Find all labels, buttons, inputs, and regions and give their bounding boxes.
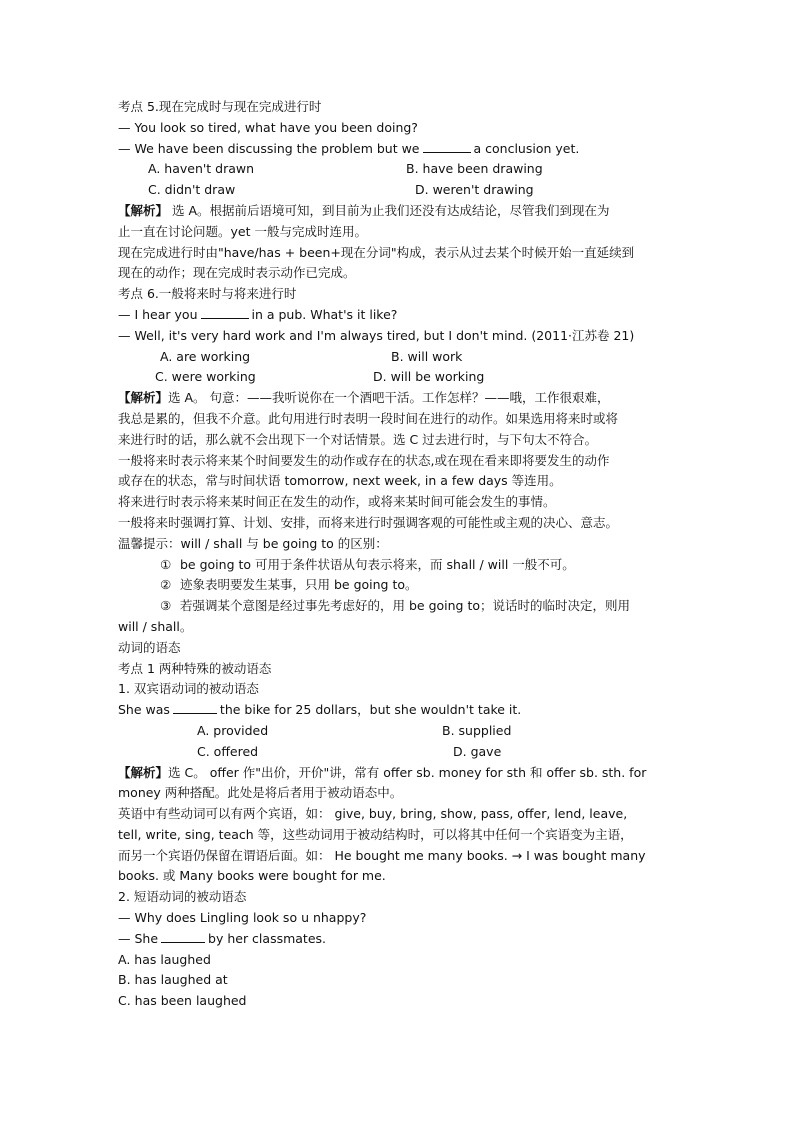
options-row <box>118 742 688 763</box>
analysis-tag: 【解析】 <box>118 202 169 218</box>
option-c: C. were working <box>155 369 256 385</box>
section-heading: 动词的语态 <box>118 639 181 655</box>
option-a: A. provided <box>197 722 269 738</box>
option-d: D. will be working <box>373 369 485 385</box>
section-title: 考点 5.现在完成时与现在完成进行时 <box>118 99 322 114</box>
question-line: She was the bike for 25 dollars，but she wouldn't take it. <box>118 702 522 718</box>
option-c: C. has been laughed <box>118 993 247 1009</box>
section-title: 考点 1 两种特殊的被动语态 <box>118 660 272 676</box>
question-line: — Well, it's very hard work and I'm always tired, but I don't mind. (2011·江苏卷 21) <box>118 327 635 343</box>
question-line: — We have been discussing the problem but we a conclusion yet. <box>118 140 580 156</box>
subsection-title: 2. 短语动词的被动语态 <box>118 889 247 905</box>
answer-blank <box>423 140 471 153</box>
analysis-line: 或存在的状态，常与时间状语 tomorrow, next week, in a few days 等连用。 <box>118 473 562 489</box>
analysis-line: 【解析】选 C。 offer 作"出价，开价"讲，常有 offer sb. money for sth 和 offer sb. sth. for <box>118 764 647 780</box>
options-row <box>118 180 688 201</box>
question-line: — I hear you in a pub. What's it like? <box>118 306 398 322</box>
analysis-line: 现在完成进行时由"have/has + been+现在分词"构成，表示从过去某个时候开始一直延续到 <box>118 244 635 260</box>
answer-blank <box>161 930 205 943</box>
analysis-line: 【解析】选 A。 句意：——我听说你在一个酒吧干活。工作怎样？——哦，工作很艰难， <box>118 390 610 406</box>
analysis-tag: 【解析】 <box>118 764 169 780</box>
tip-item: ① be going to 可用于条件状语从句表示将来，而 shall / will 一般不可。 <box>160 556 575 572</box>
option-b: B. supplied <box>442 722 512 738</box>
option-c: C. didn't draw <box>148 182 236 198</box>
analysis-line: 将来进行时表示将来某时间正在发生的动作，或将来某时间可能会发生的事情。 <box>118 494 556 510</box>
section-title: 考点 6.一般将来时与将来进行时 <box>118 286 297 302</box>
tip-item: ② 迹象表明要发生某事，只用 be going to。 <box>160 577 418 593</box>
analysis-tag: 【解析】 <box>118 390 169 406</box>
analysis-line: 我总是累的，但我不介意。此句用进行时表明一段时间在进行的动作。如果选用将来时或将 <box>118 410 619 426</box>
analysis-line: 一般将来时强调打算、计划、安排，而将来进行时强调客观的可能性或主观的决心、意志。 <box>118 514 619 530</box>
analysis-line: books. 或 Many books were bought for me. <box>118 868 386 884</box>
options-row <box>118 367 688 388</box>
question-line: — She by her classmates. <box>118 930 327 946</box>
option-d: D. gave <box>453 743 502 759</box>
options-row <box>118 721 688 742</box>
option-a: A. haven't drawn <box>148 161 255 177</box>
question-line: — You look so tired, what have you been doing? <box>118 119 418 135</box>
analysis-line: tell, write, sing, teach 等，这些动词用于被动结构时，可以将其中任何一个宾语变为主语， <box>118 826 633 842</box>
option-a: A. are working <box>160 348 251 364</box>
answer-blank <box>201 306 249 319</box>
option-d: D. weren't drawing <box>415 182 534 198</box>
tip-item: ③ 若强调某个意图是经过事先考虑好的，用 be going to；说话时的临时决定，则用 <box>160 598 631 614</box>
analysis-line: 现在的动作；现在完成时表示动作已完成。 <box>118 265 356 281</box>
option-b: B. has laughed at <box>118 972 228 988</box>
analysis-line: 止一直在讨论问题。yet 一般与完成时连用。 <box>118 223 367 239</box>
analysis-line: 来进行时的话，那么就不会出现下一个对话情景。选 C 过去进行时，与下句太不符合。 <box>118 431 598 447</box>
analysis-line: money 两种搭配。此处是将后者用于被动语态中。 <box>118 785 403 801</box>
options-row <box>118 159 688 180</box>
analysis-line: 【解析】 选 A。根据前后语境可知，到目前为止我们还没有达成结论，尽管我们到现在为 <box>118 202 610 218</box>
answer-blank <box>173 701 217 714</box>
option-b: B. have been drawing <box>406 161 543 177</box>
document-page <box>118 97 688 1012</box>
question-line: — Why does Lingling look so u nhappy? <box>118 910 367 926</box>
analysis-line: 英语中有些动词可以有两个宾语，如： give, buy, bring, show, pass, offer, lend, leave, <box>118 806 628 822</box>
option-b: B. will work <box>391 348 463 364</box>
subsection-title: 1. 双宾语动词的被动语态 <box>118 681 259 697</box>
tip-line: will / shall。 <box>118 618 193 634</box>
option-c: C. offered <box>197 743 259 759</box>
options-row <box>118 347 688 368</box>
tip-line: 温馨提示：will / shall 与 be going to 的区别： <box>118 535 388 551</box>
analysis-line: 而另一个宾语仍保留在谓语后面。如： He bought me many books. → I was bought many <box>118 847 646 863</box>
option-a: A. has laughed <box>118 951 211 967</box>
analysis-line: 一般将来时表示将来某个时间要发生的动作或存在的状态,或在现在看来即将要发生的动作 <box>118 452 610 468</box>
